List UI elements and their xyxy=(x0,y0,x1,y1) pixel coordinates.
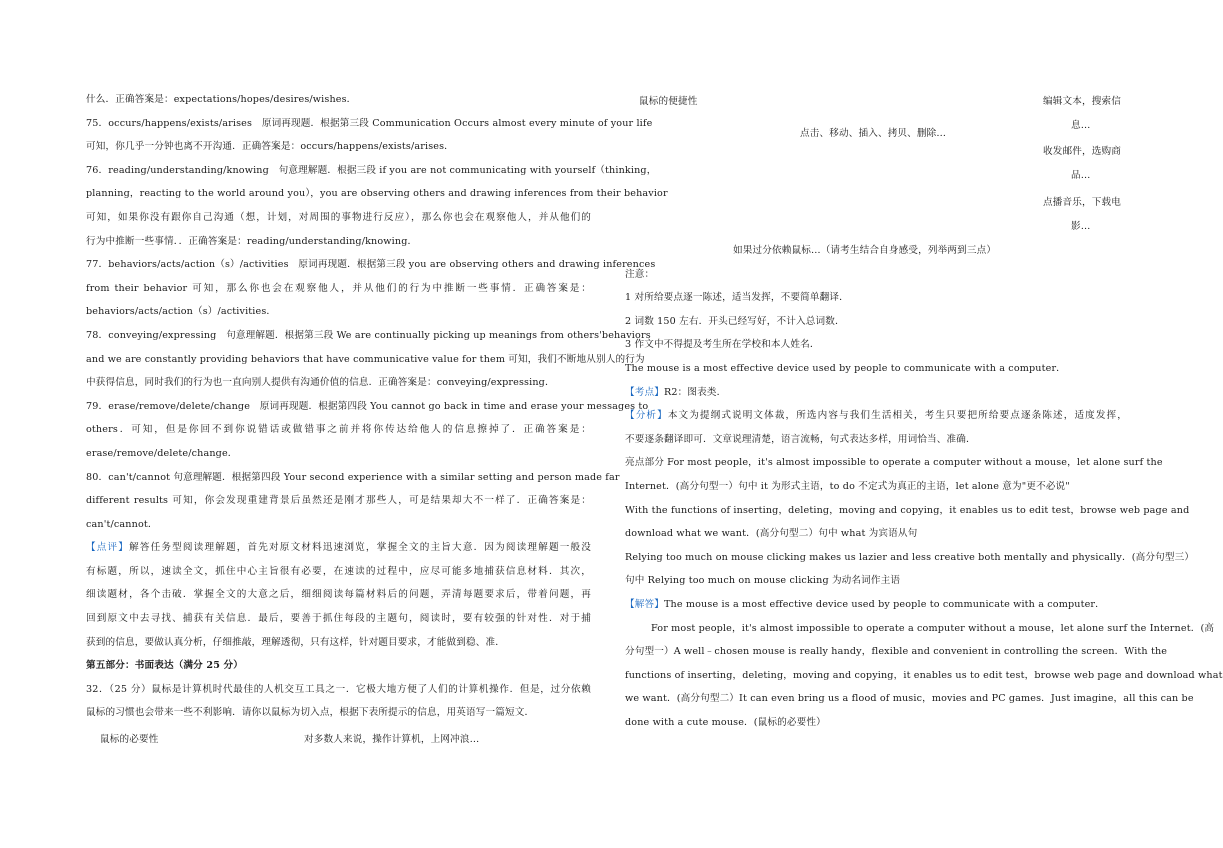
text-line: planning，reacting to the world around you），you are observing others and drawing inferences from their behavior xyxy=(86,188,668,200)
text-line: 可知，如果你没有跟你自己沟通（想，计划，对周围的事物进行反应），那么你也会在观察他人，并从他们的 xyxy=(86,211,591,223)
comment-text: 解答任务型阅读理解题，首先对原文材料迅速浏览，掌握全文的主旨大意．因为阅读理解题一般没 xyxy=(129,542,591,554)
kaodian-text: R2：图表类． xyxy=(663,386,727,398)
text-line: 79．erase/remove/delete/change 原词再现题．根据第四段 You cannot go back in time and erase your messages to xyxy=(86,400,649,412)
fenxi-tag: 【分析】 xyxy=(625,410,668,422)
comment-line xyxy=(86,536,591,560)
hint-table xyxy=(625,88,1127,230)
text-line: 中获得信息，同时我们的行为也一直向别人提供有沟通价值的信息．正确答案是：conveying/expressing． xyxy=(86,377,555,389)
answer-line: we want．(高分句型二）It can even bring us a flood of music，movies and PC games．Just imagine，all this can be xyxy=(625,693,1194,705)
jieda-tag: 【解答】 xyxy=(625,598,664,610)
text-line: 什么．正确答案是：expectations/hopes/desires/wishes． xyxy=(86,94,357,105)
table-cell-right: 点播音乐，下载电 xyxy=(1043,197,1121,208)
note-line: 3 作文中不得提及考生所在学校和本人姓名． xyxy=(625,339,820,351)
comment-tag: 【点评】 xyxy=(86,542,130,554)
note-line: 2 词数 150 左右．开头已经写好，不计入总词数． xyxy=(625,315,845,327)
table-cell-right: 品… xyxy=(1071,170,1091,181)
answer-line: 分句型一）A well﹣chosen mouse is really handy，flexible and convenient in controlling the screen．With the xyxy=(625,646,1168,658)
text-line: can't/cannot． xyxy=(86,518,158,530)
answer-line: functions of inserting，deleting，moving and copying，it enables us to edit test，browse web page and download what xyxy=(625,669,1223,681)
text-line: 77．behaviors/acts/action（s）/activities 原词再现题．根据第三段 you are observing others and drawing inferences xyxy=(86,259,656,271)
text-line: erase/remove/delete/change． xyxy=(86,447,238,459)
jieda-text: The mouse is a most effective device used by people to communicate with a computer． xyxy=(663,598,1105,610)
text-line: and we are constantly providing behaviors that have communicative value for them 可知，我们不断地从别人的行为 xyxy=(86,353,645,365)
table-cell-middle: 点击、移动、插入、拷贝、删除… xyxy=(800,128,947,139)
note-line: 1 对所给要点逐一陈述，适当发挥，不要简单翻译． xyxy=(625,292,849,304)
comment-line: 获到的信息，要做认真分析，仔细推敲，理解透彻，只有这样，针对题目要求，才能做到稳、准． xyxy=(86,636,505,648)
text-line: 78．conveying/expressing 句意理解题．根据第三段 We are continually picking up meanings from others'behaviors xyxy=(86,329,651,341)
table-row-necessity xyxy=(86,728,591,752)
jieda-line xyxy=(625,593,1127,617)
highlight-line: With the functions of inserting，deleting，moving and copying，it enables us to edit test，browse web page and xyxy=(625,504,1190,516)
table-cell-right: 息… xyxy=(1071,120,1091,131)
kaodian-tag: 【考点】 xyxy=(625,386,664,398)
answer-line: For most people，it's almost impossible to operate a computer without a mouse，let alone surf the Internet．(高 xyxy=(651,622,1215,634)
table-row-overuse: 如果过分依赖鼠标…（请考生结合自身感受，列举两到三点） xyxy=(733,245,997,256)
highlight-line: 句中 Relying too much on mouse clicking 为动名词作主语 xyxy=(625,575,901,587)
text-line: 76．reading/understanding/knowing 句意理解题．根据三段 if you are not communicating with yourself（thinking， xyxy=(86,164,657,176)
highlight-line: 亮点部分 For most people，it's almost impossible to operate a computer without a mouse，let alone surf the xyxy=(625,457,1163,469)
question-line: 32．（25 分）鼠标是计算机时代最佳的人机交互工具之一．它极大地方便了人们的计算机操作．但是，过分依赖 xyxy=(86,683,591,695)
text-line: 可知，你几乎一分钟也离不开沟通．正确答案是：occurs/happens/exists/arises． xyxy=(86,141,454,153)
table-cell-right: 编辑文本，搜索信 xyxy=(1043,96,1121,107)
text-line: others．可知，但是你回不到你说错话或做错事之前并将你传达给他人的信息擦掉了．正确答案是： xyxy=(86,424,591,436)
note-line: The mouse is a most effective device used by people to communicate with a computer． xyxy=(625,362,1066,374)
highlight-line: Relying too much on mouse clicking makes us lazier and less creative both mentally and physically．(高分句型三） xyxy=(625,551,1195,563)
fenxi-text: 本文为提纲式说明文体裁，所选内容与我们生活相关，考生只要把所给要点逐条陈述，适度发挥， xyxy=(667,410,1127,422)
note-line: 注意： xyxy=(625,268,655,280)
highlight-line: download what we want．(高分句型二）句中 what 为宾语从句 xyxy=(625,528,918,540)
text-line: different results 可知，你会发现重建背景后虽然还是刚才那些人，可是结果却大不一样了．正确答案是： xyxy=(86,495,591,507)
table-cell-right: 收发邮件，选购商 xyxy=(1043,146,1121,157)
answer-line: done with a cute mouse．(鼠标的必要性） xyxy=(625,716,826,728)
section-title: 第五部分：书面表达（满分 25 分） xyxy=(86,660,244,672)
text-line: behaviors/acts/action（s）/activities． xyxy=(86,306,277,318)
text-line: 行为中推断一些事情．．正确答案是：reading/understanding/knowing． xyxy=(86,235,418,247)
question-line: 鼠标的习惯也会带来一些不利影响．请你以鼠标为切入点，根据下表所提示的信息，用英语写一篇短文． xyxy=(86,707,535,719)
table-cell-label: 鼠标的便捷性 xyxy=(639,96,698,107)
fenxi-line xyxy=(625,404,1127,428)
comment-line: 回到原文中去寻找、捕获有关信息．最后，要善于抓住每段的主题句，阅读时，要有较强的针对性．对于捕 xyxy=(86,613,591,625)
text-line: from their behavior 可知，那么你也会在观察他人，并从他们的行为中推断一些事情．正确答案是： xyxy=(86,282,591,294)
fenxi-line: 不要逐条翻译即可．文章说理清楚，语言流畅，句式表达多样，用词恰当、准确． xyxy=(625,433,976,445)
comment-line: 有标题，所以，速读全文，抓住中心主旨很有必要，在速读的过程中，应尽可能多地捕获信息材料．其次， xyxy=(86,565,591,577)
table-cell-right: 影… xyxy=(1071,221,1091,232)
text-line: 75．occurs/happens/exists/arises 原词再现题．根据第三段 Communication Occurs almost every minute of your life xyxy=(86,117,653,129)
highlight-line: Internet．(高分句型一）句中 it 为形式主语，to do 不定式为真正的主语，let alone 意为"更不必说" xyxy=(625,480,1070,492)
table-cell-label: 鼠标的必要性 xyxy=(100,734,159,746)
text-line: 80．can't/cannot 句意理解题．根据第四段 Your second experience with a similar setting and person made far xyxy=(86,471,620,483)
table-cell-content: 对多数人来说，操作计算机，上网冲浪… xyxy=(304,734,480,746)
kaodian-line xyxy=(625,381,1127,405)
right-column xyxy=(625,88,1223,734)
comment-line: 细读题材，各个击破．掌握全文的大意之后，细细阅读每篇材料后的问题，弄清每题要求后，带着问题，再 xyxy=(86,589,591,601)
